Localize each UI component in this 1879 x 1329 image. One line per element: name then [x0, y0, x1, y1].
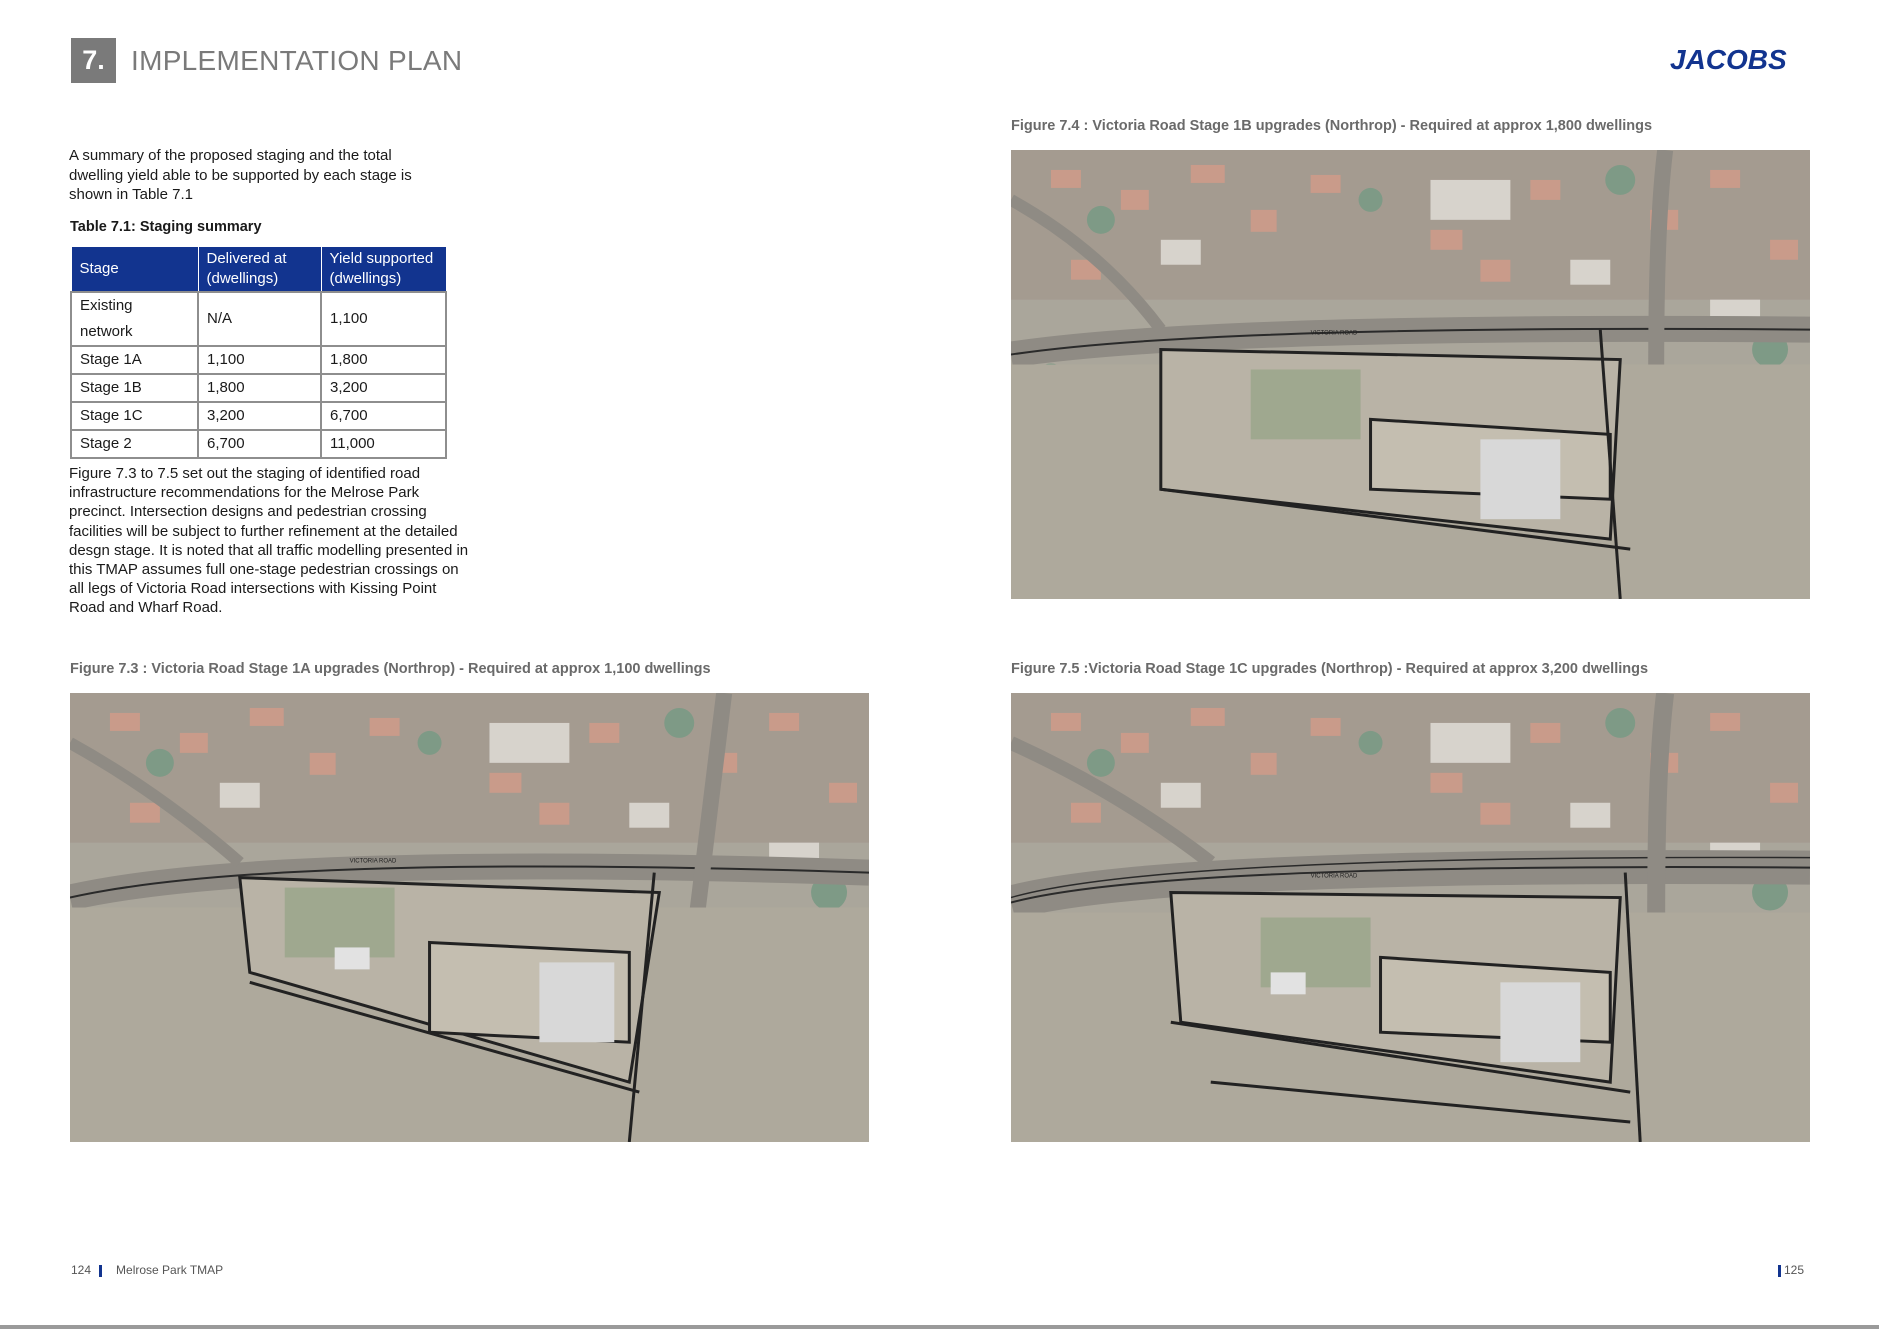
column-header: Delivered at (dwellings) [198, 247, 321, 293]
figure-7-5-aerial-map [1011, 693, 1810, 1142]
figure-7-3-aerial-map [70, 693, 869, 1142]
figure-7-5-caption: Figure 7.5 :Victoria Road Stage 1C upgrades (Northrop) - Required at approx 3,200 dwellings [1011, 661, 1649, 677]
table-row [71, 292, 446, 346]
table-cell: 11,000 [321, 430, 446, 458]
table-cell: Stage 1C [71, 402, 198, 430]
table-cell: 3,200 [198, 402, 321, 430]
footer-right [1778, 1263, 1804, 1277]
footer-left [71, 1263, 223, 1277]
road-label: VICTORIA ROAD [349, 858, 397, 865]
section-number: 7. [71, 38, 116, 83]
figure-7-4-aerial-map [1011, 150, 1810, 599]
figure-7-4-caption: Figure 7.4 : Victoria Road Stage 1B upgrades (Northrop) - Required at approx 1,800 dwellings [1011, 118, 1653, 134]
table-cell: 6,700 [321, 402, 446, 430]
table-row [71, 402, 446, 430]
footer-bar-icon [1778, 1265, 1781, 1277]
left-page-number: 124 [71, 1263, 92, 1277]
table-cell: N/A [198, 292, 321, 346]
jacobs-logo: JACOBS [1670, 44, 1787, 75]
table-cell: Stage 2 [71, 430, 198, 458]
section-title: IMPLEMENTATION PLAN [131, 45, 463, 76]
table-row [71, 430, 446, 458]
staging-summary-table [70, 246, 447, 459]
table-cell: 1,800 [321, 346, 446, 374]
column-header: Yield supported (dwellings) [321, 247, 446, 293]
table-cell: 6,700 [198, 430, 321, 458]
table-cell: Existing network [71, 292, 198, 346]
column-header: Stage [71, 247, 198, 293]
body-paragraph: Figure 7.3 to 7.5 set out the staging of identified road infrastructure recommendations for the Melrose Park precinct. Intersection designs and pedestrian crossing facilities will be subject to further refinement at the detailed desgn stage. It is noted that all traffic modelling presented in this TMAP assumes full one-stage pedestrian crossings on all legs of Victoria Road intersections with Kissing Point Road and Wharf Road. [69, 465, 469, 617]
table-cell: 1,100 [198, 346, 321, 374]
bottom-divider [0, 1325, 1879, 1329]
table-header-row [71, 247, 446, 293]
document-title: Melrose Park TMAP [116, 1263, 224, 1277]
table-row [71, 346, 446, 374]
footer-bar-icon [99, 1265, 102, 1277]
intro-paragraph: A summary of the proposed staging and the total dwelling yield able to be supported by each stage is shown in Table 7.1 [69, 147, 412, 203]
road-label: VICTORIA ROAD [1310, 330, 1358, 337]
right-page-number: 125 [1784, 1263, 1805, 1277]
road-label: VICTORIA ROAD [1310, 873, 1358, 880]
table-cell: 1,100 [321, 292, 446, 346]
figure-7-3-caption: Figure 7.3 : Victoria Road Stage 1A upgrades (Northrop) - Required at approx 1,100 dwellings [70, 661, 711, 677]
table-row [71, 374, 446, 402]
table-cell: Stage 1B [71, 374, 198, 402]
table-caption: Table 7.1: Staging summary [70, 219, 262, 235]
table-cell: Stage 1A [71, 346, 198, 374]
table-cell: 3,200 [321, 374, 446, 402]
table-cell: 1,800 [198, 374, 321, 402]
